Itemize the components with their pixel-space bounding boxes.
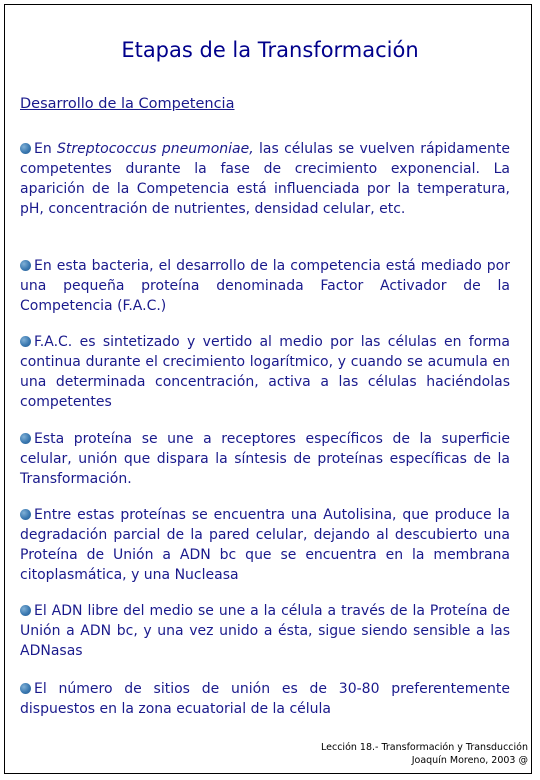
bullet-dot-icon — [20, 509, 31, 520]
page-title: Etapas de la Transformación — [121, 38, 419, 62]
paragraph-2-text: En esta bacteria, el desarrollo de la competencia está mediado por una pequeña proteína denominada Factor Activador de la Competencia (F.A.C.) — [20, 258, 510, 314]
paragraph-1-lead: En — [34, 141, 58, 157]
paragraph-5-text: Entre estas proteínas se encuentra una Autolisina, que produce la degradación parcial de la pared celular, dejando al descubierto una Proteína de Unión a ADN bc que se encuentra en la membrana citoplasmática, y una Nucleasa — [20, 507, 510, 583]
paragraph-4 — [20, 429, 510, 489]
paragraph-3 — [20, 332, 510, 412]
paragraph-6-text: El ADN libre del medio se une a la célula a través de la Proteína de Unión a ADN bc, y una vez unido a ésta, sigue siendo sensible a las ADNasas — [20, 603, 510, 659]
section-subtitle: Desarrollo de la Competencia — [20, 96, 235, 112]
paragraph-1 — [20, 139, 510, 219]
bullet-dot-icon — [20, 260, 31, 271]
paragraph-1-species: Streptococcus pneumoniae, — [57, 141, 254, 157]
bullet-dot-icon — [20, 433, 31, 444]
bullet-dot-icon — [20, 336, 31, 347]
paragraph-7-text: El número de sitios de unión es de 30-80 preferentemente dispuestos en la zona ecuatorial de la célula — [20, 681, 510, 717]
paragraph-4-text: Esta proteína se une a receptores específicos de la superficie celular, unión que dispara la síntesis de proteínas específicas de la Transformación. — [20, 431, 510, 487]
bullet-dot-icon — [20, 143, 31, 154]
bullet-dot-icon — [20, 683, 31, 694]
footer-lesson: Lección 18.- Transformación y Transducción — [321, 742, 528, 753]
paragraph-2 — [20, 256, 510, 316]
footer — [321, 741, 528, 767]
paragraph-6 — [20, 601, 510, 661]
paragraph-5 — [20, 505, 510, 585]
paragraph-7 — [20, 679, 510, 719]
paragraph-1-text: las células se vuelven rápidamente competentes durante la fase de crecimiento exponencial. La aparición de la Competencia está influenciada por la temperatura, pH, concentración de nutrientes, densidad celular, etc. — [20, 141, 510, 217]
bullet-dot-icon — [20, 605, 31, 616]
paragraph-3-text: F.A.C. es sintetizado y vertido al medio por las células en forma continua durante el crecimiento logarítmico, y cuando se acumula en una determinada concentración, activa a las células haciéndolas competentes — [20, 334, 510, 410]
footer-author: Joaquín Moreno, 2003 @ — [411, 755, 528, 766]
